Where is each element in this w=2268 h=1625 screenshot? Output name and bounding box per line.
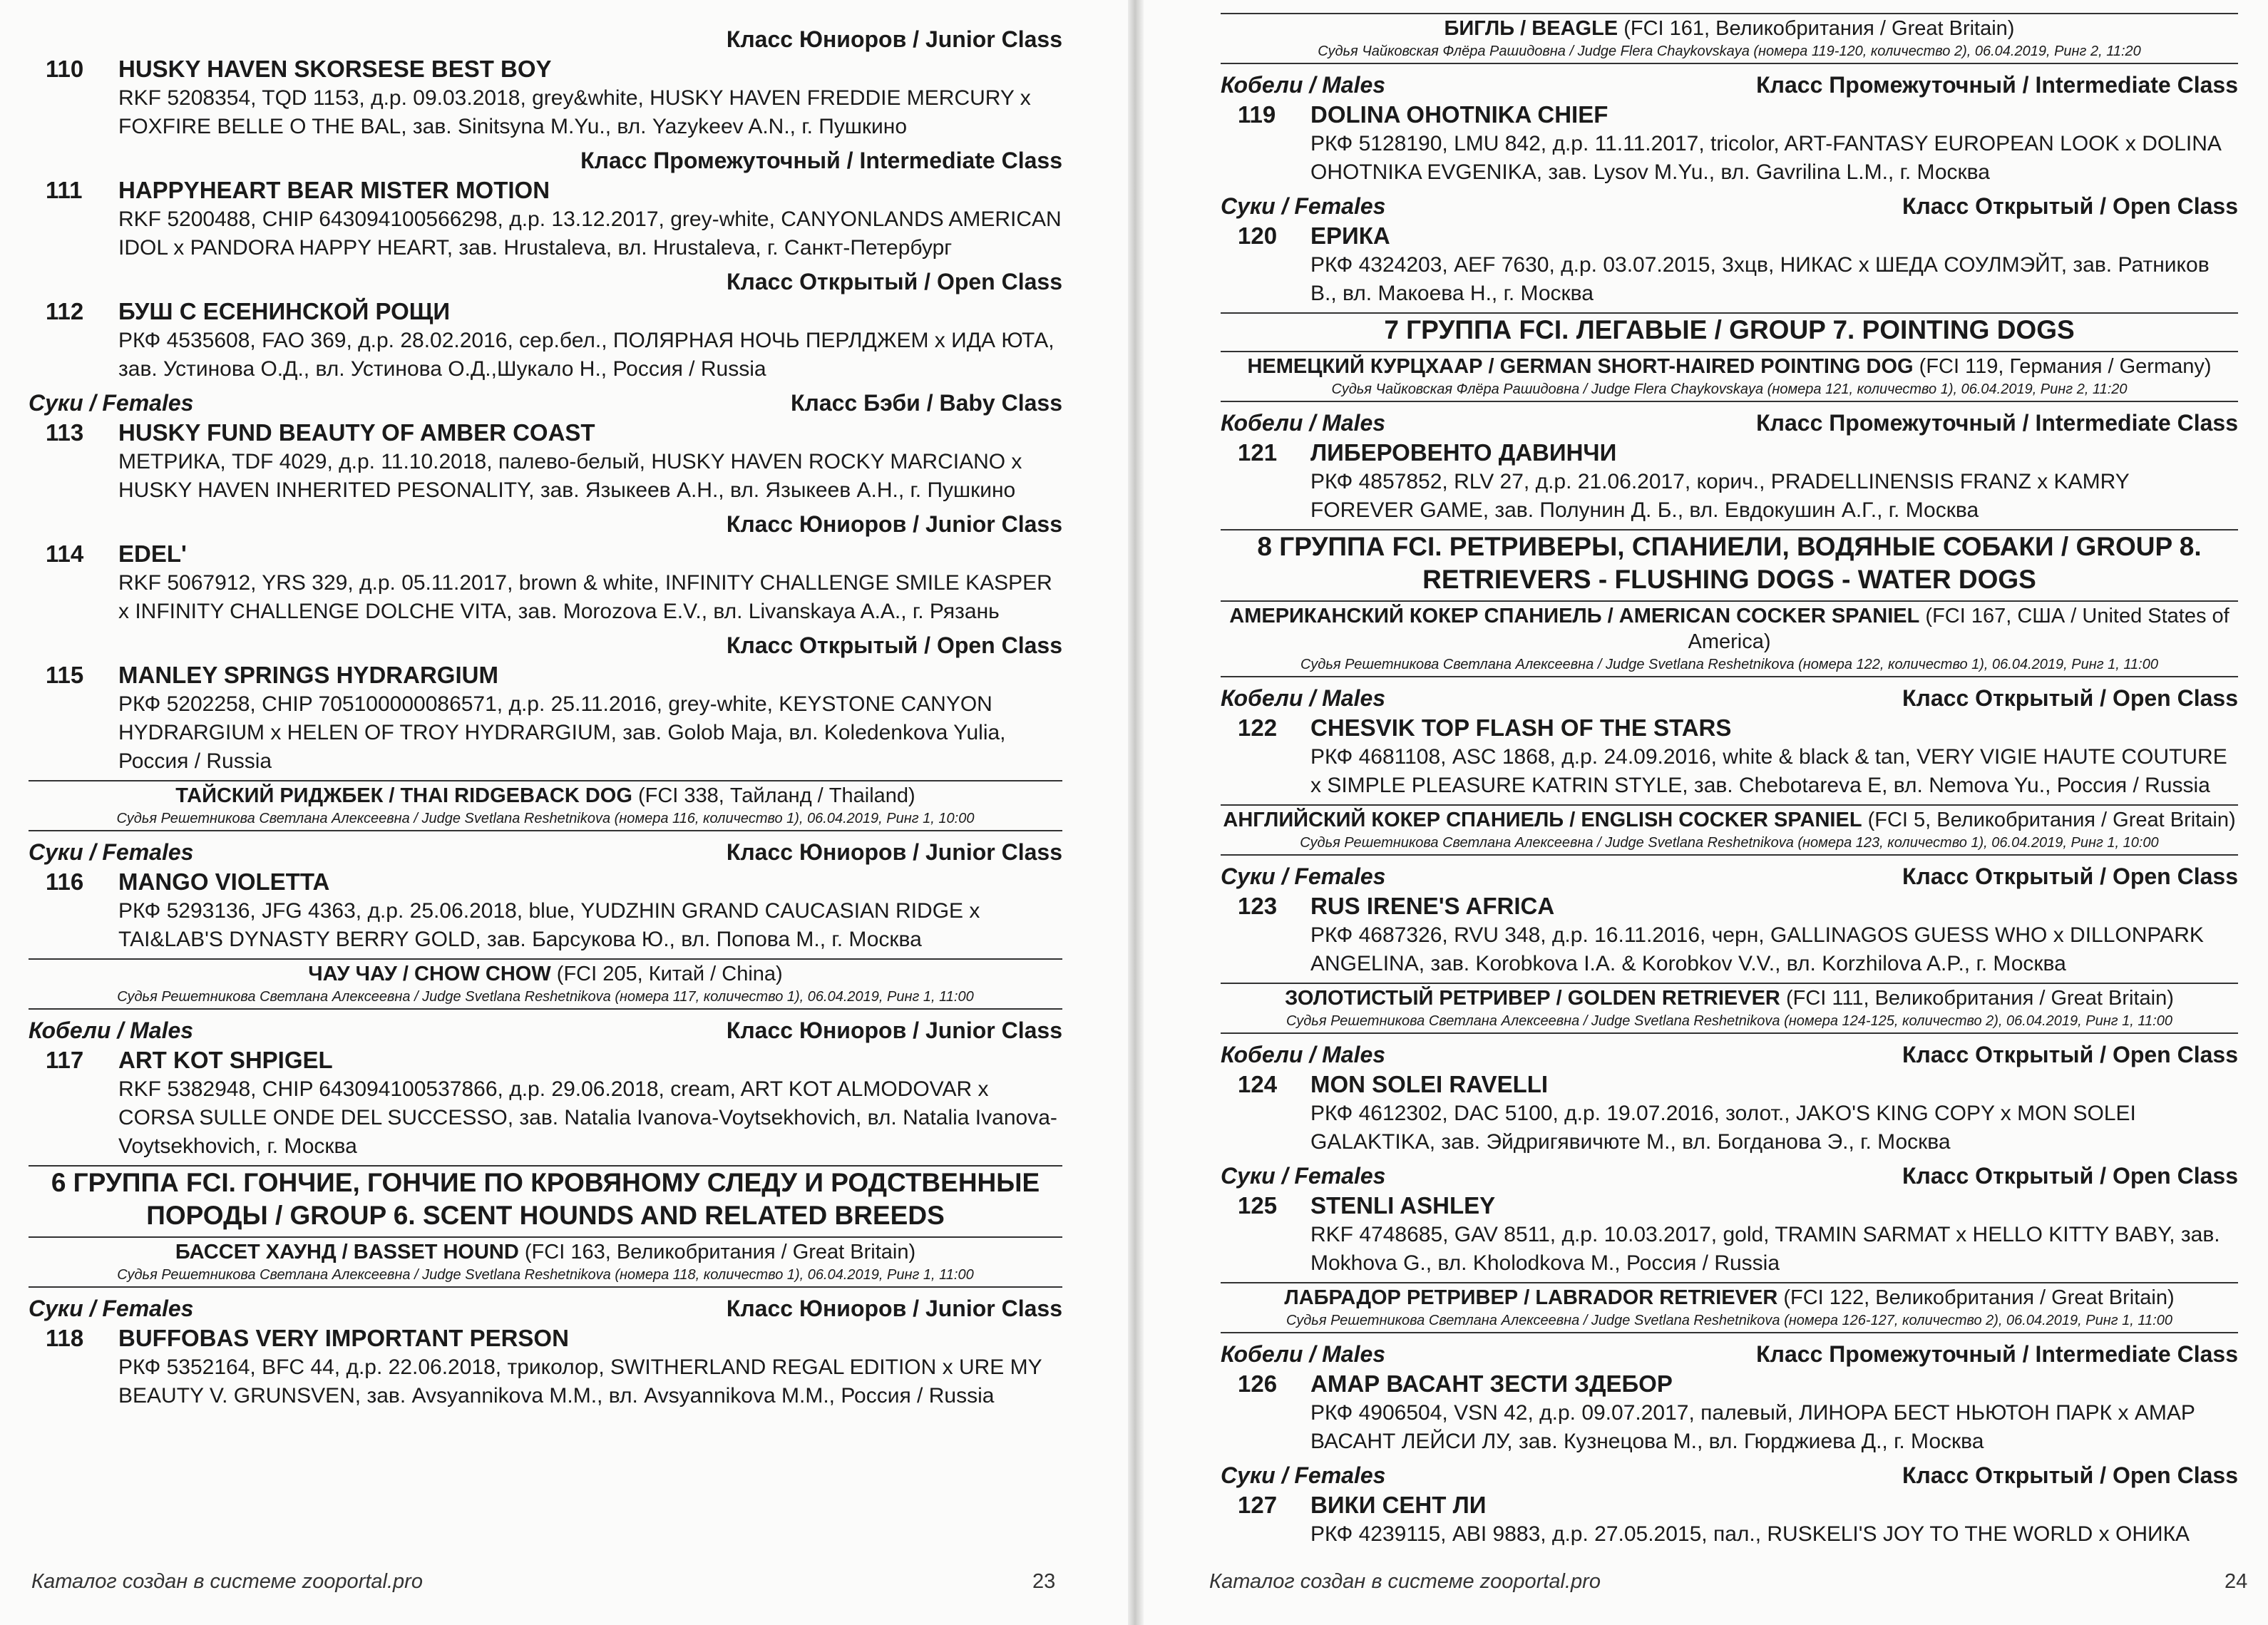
breed-section [1221, 351, 2238, 402]
breed-heading [1221, 600, 2238, 655]
class-header-row [29, 143, 1062, 174]
dog-details: РКФ 4535608, FAO 369, д.р. 28.02.2016, сер.бел., ПОЛЯРНАЯ НОЧЬ ПЕРЛДЖЕМ x ИДА ЮТА, зав. Устинова О.Д., вл. Устинова О.Д.,Шукало Н., Россия / Russia [118, 329, 1055, 381]
class-header-row [1221, 680, 2238, 712]
sex-label: Суки / Females [29, 839, 194, 865]
class-label: Класс Открытый / Open Class [1902, 685, 2238, 711]
judge-line: Судья Решетникова Светлана Алексеевна / Judge Svetlana Reshetnikova (номера 124-125, количество 2), 06.04.2019, Ринг 1, 11:00 [1221, 1011, 2238, 1034]
class-header-row [1221, 67, 2238, 98]
entry-number: 116 [46, 868, 84, 895]
entry-number: 123 [1238, 893, 1278, 919]
class-label: Класс Промежуточный / Intermediate Class [1756, 410, 2238, 436]
judge-line: Судья Решетникова Светлана Алексеевна / Judge Svetlana Reshetnikova (номера 118, количество 1), 06.04.2019, Ринг 1, 11:00 [29, 1265, 1062, 1288]
judge-line: Судья Решетникова Светлана Алексеевна / Judge Svetlana Reshetnikova (номера 123, количество 1), 06.04.2019, Ринг 1, 10:00 [1221, 833, 2238, 856]
catalog-entry [1221, 1070, 2238, 1157]
page-number: 24 [2225, 1570, 2248, 1593]
catalog-entry [1221, 1490, 2238, 1549]
sex-label: Кобели / Males [1221, 72, 1386, 98]
breed-name: АМЕРИКАНСКИЙ КОКЕР СПАНИЕЛЬ / AMERICAN COCKER SPANIEL [1229, 605, 1920, 627]
class-label: Класс Промежуточный / Intermediate Class [580, 148, 1062, 173]
sex-label: Суки / Females [1221, 863, 1386, 889]
entry-number: 121 [1238, 439, 1278, 466]
dog-details: РКФ 4681108, ASC 1868, д.р. 24.09.2016, white & black & tan, VERY VIGIE HAUTE COUTURE x SIMPLE PLEASURE KATRIN STYLE, зав. Chebotareva E, вл. Nemova Yu., Россия / Russia [1310, 745, 2227, 797]
class-header-row [29, 1013, 1062, 1044]
breed-heading [1221, 983, 2238, 1011]
catalog-entry [29, 660, 1062, 776]
breed-section [29, 1236, 1062, 1288]
entry-body [1310, 1490, 2238, 1549]
entry-number: 126 [1238, 1370, 1278, 1397]
entry-number: 122 [1238, 714, 1278, 741]
book-gutter [1128, 0, 1144, 1625]
entry-body [118, 660, 1062, 776]
class-header-row [29, 264, 1062, 295]
dog-name: HUSKY FUND BEAUTY OF AMBER COAST [118, 419, 595, 446]
breed-origin: (FCI 111, Великобритания / Great Britain) [1780, 987, 2174, 1010]
sex-label: Кобели / Males [29, 1017, 194, 1043]
dog-details: РКФ 4612302, DAC 5100, д.р. 19.07.2016, золот., JAKO'S KING COPY x MON SOLEI GALAKTIKA, зав. Эйдригявичюте М., вл. Богданова Э., г. Москва [1310, 1102, 2136, 1154]
breed-origin: (FCI 167, США / United States of America) [1688, 605, 2229, 653]
breed-origin: (FCI 338, Тайланд / Thailand) [632, 784, 915, 807]
dog-name: HAPPYHEART BEAR MISTER MOTION [118, 177, 550, 203]
breed-section [1221, 13, 2238, 64]
class-header-row [29, 627, 1062, 659]
breed-section [1221, 983, 2238, 1034]
sex-label: Суки / Females [1221, 1163, 1386, 1189]
catalog-entry [1221, 221, 2238, 308]
entry-body [118, 418, 1062, 505]
breed-heading [29, 958, 1062, 987]
class-header-row [1221, 1037, 2238, 1068]
catalog-entry [29, 54, 1062, 141]
class-label: Класс Открытый / Open Class [1902, 863, 2238, 889]
dog-details: РКФ 5128190, LMU 842, д.р. 11.11.2017, tricolor, ART-FANTASY EUROPEAN LOOK x DOLINA OHOTNIKA EVGENIKA, зав. Lysov M.Yu., вл. Gavrilina L.M., г. Москва [1310, 132, 2221, 184]
breed-name: ЧАУ ЧАУ / CHOW CHOW [308, 963, 551, 985]
breed-section [1221, 1282, 2238, 1333]
sex-label: Кобели / Males [1221, 410, 1386, 436]
dog-name: RUS IRENE'S AFRICA [1310, 893, 1555, 919]
catalog-entry [29, 1045, 1062, 1161]
catalog-entry [29, 867, 1062, 954]
catalog-entry [29, 1323, 1062, 1410]
class-header-row [29, 385, 1062, 416]
footer-text: Каталог создан в системе zooportal.pro [1209, 1570, 1601, 1593]
breed-section [29, 958, 1062, 1010]
breed-name: АНГЛИЙСКИЙ КОКЕР СПАНИЕЛЬ / ENGLISH COCKER SPANIEL [1223, 809, 1862, 831]
breed-section [1221, 804, 2238, 856]
right-page-content [1221, 13, 2238, 1549]
dog-name: EDEL' [118, 540, 187, 567]
catalog-entry [1221, 100, 2238, 187]
dog-details: RKF 5200488, CHIP 643094100566298, д.р. 13.12.2017, grey-white, CANYONLANDS AMERICAN IDOL x PANDORA HAPPY HEART, зав. Hrustaleva, вл. Hrustaleva, г. Санкт-Петербург [118, 207, 1062, 260]
breed-heading [1221, 1282, 2238, 1311]
fci-group-heading: 8 ГРУППА FCI. РЕТРИВЕРЫ, СПАНИЕЛИ, ВОДЯНЫЕ СОБАКИ / GROUP 8. RETRIEVERS - FLUSHING DOGS - WATER DOGS [1221, 529, 2238, 596]
dog-name: HUSKY HAVEN SKORSESE BEST BOY [118, 56, 552, 82]
breed-origin: (FCI 205, Китай / China) [550, 963, 783, 985]
class-label: Класс Открытый / Open Class [727, 269, 1062, 294]
footer-text: Каталог создан в системе zooportal.pro [31, 1570, 423, 1593]
entry-body [118, 54, 1062, 141]
dog-details: РКФ 4906504, VSN 42, д.р. 09.07.2017, палевый, ЛИНОРА БЕСТ НЬЮТОН ПАРК x АМАР ВАСАНТ ЛЕЙСИ ЛУ, зав. Кузнецова М., вл. Гюрджиева Д., г. Москва [1310, 1401, 2195, 1453]
breed-section [1221, 600, 2238, 677]
breed-name: ЛАБРАДОР РЕТРИВЕР / LABRADOR RETRIEVER [1284, 1286, 1778, 1309]
sex-label: Кобели / Males [1221, 685, 1386, 711]
catalog-entry [29, 297, 1062, 384]
entry-body [118, 175, 1062, 262]
dog-details: РКФ 5202258, CHIP 705100000086571, д.р. 25.11.2016, grey-white, KEYSTONE CANYON HYDRARGIUM x HELEN OF TROY HYDRARGIUM, зав. Golob Maja, вл. Koledenkova Yulia, Россия / Russia [118, 692, 1006, 773]
class-header-row [29, 21, 1062, 53]
judge-line: Судья Решетникова Светлана Алексеевна / Judge Svetlana Reshetnikova (номера 116, количество 1), 06.04.2019, Ринг 1, 10:00 [29, 809, 1062, 831]
dog-name: ЛИБЕРОВЕНТО ДАВИНЧИ [1310, 439, 1617, 466]
left-page-content [29, 21, 1062, 1410]
entry-number: 114 [46, 540, 84, 567]
entry-number: 117 [46, 1047, 84, 1073]
breed-origin: (FCI 161, Великобритания / Great Britain) [1618, 17, 2015, 40]
dog-name: DOLINA OHOTNIKA CHIEF [1310, 101, 1608, 128]
sex-label: Кобели / Males [1221, 1042, 1386, 1067]
class-label: Класс Открытый / Open Class [1902, 1462, 2238, 1488]
class-label: Класс Открытый / Open Class [1902, 1042, 2238, 1067]
judge-line: Судья Решетникова Светлана Алексеевна / Judge Svetlana Reshetnikova (номера 122, количество 1), 06.04.2019, Ринг 1, 11:00 [1221, 655, 2238, 677]
class-header-row [1221, 1158, 2238, 1189]
dog-name: ВИКИ СЕНТ ЛИ [1310, 1492, 1487, 1518]
breed-heading [29, 1236, 1062, 1265]
judge-line: Судья Чайковская Флёра Рашидовна / Judge Flera Chaykovskaya (номера 119-120, количество 2), 06.04.2019, Ринг 2, 11:20 [1221, 41, 2238, 64]
class-label: Класс Промежуточный / Intermediate Class [1756, 72, 2238, 98]
class-header-row [29, 834, 1062, 866]
dog-name: MANLEY SPRINGS HYDRARGIUM [118, 662, 498, 688]
class-label: Класс Бэби / Baby Class [790, 390, 1062, 416]
breed-name: ЗОЛОТИСТЫЙ РЕТРИВЕР / GOLDEN RETRIEVER [1285, 987, 1780, 1010]
breed-section [29, 780, 1062, 831]
dog-name: CHESVIK TOP FLASH OF THE STARS [1310, 714, 1732, 741]
class-label: Класс Открытый / Open Class [727, 632, 1062, 658]
class-label: Класс Юниоров / Junior Class [726, 839, 1062, 865]
page-number: 23 [1032, 1570, 1056, 1593]
entry-body [118, 297, 1062, 384]
class-header-row [1221, 1336, 2238, 1368]
class-label: Класс Юниоров / Junior Class [726, 511, 1062, 537]
catalog-entry [1221, 1191, 2238, 1278]
catalog-entry [1221, 713, 2238, 800]
breed-name: БИГЛЬ / BEAGLE [1444, 17, 1618, 40]
class-header-row [1221, 405, 2238, 436]
dog-name: ЕРИКА [1310, 222, 1390, 249]
entry-body [1310, 891, 2238, 978]
dog-details: RKF 4748685, GAV 8511, д.р. 10.03.2017, gold, TRAMIN SARMAT x HELLO KITTY BABY, зав. Mokhova G., вл. Kholodkova M., Россия / Russia [1310, 1223, 2220, 1275]
dog-name: STENLI ASHLEY [1310, 1192, 1496, 1219]
entry-number: 111 [46, 177, 83, 203]
catalog-entry [1221, 891, 2238, 978]
dog-name: MANGO VIOLETTA [118, 868, 330, 895]
entry-body [1310, 1369, 2238, 1456]
sex-label: Суки / Females [1221, 193, 1386, 219]
breed-name: ТАЙСКИЙ РИДЖБЕК / THAI RIDGEBACK DOG [175, 784, 632, 807]
judge-line: Судья Решетникова Светлана Алексеевна / Judge Svetlana Reshetnikova (номера 117, количество 1), 06.04.2019, Ринг 1, 11:00 [29, 987, 1062, 1010]
right-page [1144, 0, 2268, 1625]
sex-label: Суки / Females [29, 1296, 194, 1321]
breed-name: НЕМЕЦКИЙ КУРЦХААР / GERMAN SHORT-HAIRED POINTING DOG [1247, 355, 1914, 378]
breed-origin: (FCI 163, Великобритания / Great Britain) [518, 1241, 916, 1263]
class-label: Класс Юниоров / Junior Class [726, 1017, 1062, 1043]
breed-heading [29, 780, 1062, 809]
dog-details: RKF 5208354, TQD 1153, д.р. 09.03.2018, grey&white, HUSKY HAVEN FREDDIE MERCURY x FOXFIRE BELLE O THE BAL, зав. Sinitsyna M.Yu., вл. Yazykeev A.N., г. Пушкино [118, 86, 1031, 138]
catalog-entry [29, 418, 1062, 505]
class-label: Класс Юниоров / Junior Class [726, 1296, 1062, 1321]
entry-body [118, 1045, 1062, 1161]
breed-name: БАССЕТ ХАУНД / BASSET HOUND [175, 1241, 519, 1263]
judge-line: Судья Решетникова Светлана Алексеевна / Judge Svetlana Reshetnikova (номера 126-127, количество 2), 06.04.2019, Ринг 1, 11:00 [1221, 1311, 2238, 1333]
dog-details: RKF 5382948, CHIP 643094100537866, д.р. 29.06.2018, cream, ART KOT ALMODOVAR x CORSA SULLE ONDE DEL SUCCESSO, зав. Natalia Ivanova-Voytsekhovich, вл. Natalia Ivanova-Voytsekhovich, г. Москва [118, 1077, 1057, 1158]
dog-details: РКФ 4687326, RVU 348, д.р. 16.11.2016, черн, GALLINAGOS GUESS WHO x DILLONPARK ANGELINA, зав. Korobkova I.A. & Korobkov V.V., вл. Korzhilova A.P., г. Москва [1310, 923, 2204, 975]
class-header-row [1221, 188, 2238, 220]
class-header-row [29, 1291, 1062, 1322]
dog-details: RKF 5067912, YRS 329, д.р. 05.11.2017, brown & white, INFINITY CHALLENGE SMILE KASPER x INFINITY CHALLENGE DOLCHE VITA, зав. Morozova E.V., вл. Livanskaya A.A., г. Рязань [118, 571, 1052, 623]
entry-body [118, 867, 1062, 954]
dog-details: РКФ 4239115, ABI 9883, д.р. 27.05.2015, пал., RUSKELI'S JOY TO THE WORLD x ОНИКА [1310, 1522, 2190, 1546]
class-label: Класс Открытый / Open Class [1902, 193, 2238, 219]
catalog-entry [1221, 438, 2238, 525]
fci-group-heading: 7 ГРУППА FCI. ЛЕГАВЫЕ / GROUP 7. POINTING DOGS [1221, 312, 2238, 347]
entry-body [1310, 221, 2238, 308]
judge-line: Судья Чайковская Флёра Рашидовна / Judge Flera Chaykovskaya (номера 121, количество 1), 06.04.2019, Ринг 2, 11:20 [1221, 379, 2238, 402]
breed-heading [1221, 351, 2238, 379]
entry-body [1310, 438, 2238, 525]
entry-body [118, 1323, 1062, 1410]
breed-origin: (FCI 5, Великобритания / Great Britain) [1862, 809, 2236, 831]
catalog-entry [1221, 1369, 2238, 1456]
entry-body [1310, 100, 2238, 187]
catalog-entry [29, 539, 1062, 626]
dog-details: МЕТРИКА, TDF 4029, д.р. 11.10.2018, палево-белый, HUSKY HAVEN ROCKY MARCIANO x HUSKY HAVEN INHERITED PESONALITY, зав. Языкеев А.Н., вл. Языкеев А.Н., г. Пушкино [118, 450, 1022, 502]
entry-number: 120 [1238, 222, 1278, 249]
catalog-entry [29, 175, 1062, 262]
dog-name: ART KOT SHPIGEL [118, 1047, 333, 1073]
sex-label: Суки / Females [29, 390, 194, 416]
entry-number: 118 [46, 1325, 84, 1351]
entry-body [1310, 1191, 2238, 1278]
fci-group-heading: 6 ГРУППА FCI. ГОНЧИЕ, ГОНЧИЕ ПО КРОВЯНОМУ СЛЕДУ И РОДСТВЕННЫЕ ПОРОДЫ / GROUP 6. SCENT HOUNDS AND RELATED BREEDS [29, 1165, 1062, 1232]
class-header-row [1221, 1457, 2238, 1489]
entry-number: 119 [1238, 101, 1276, 128]
left-page [0, 0, 1128, 1625]
entry-number: 125 [1238, 1192, 1278, 1219]
entry-number: 115 [46, 662, 84, 688]
sex-label: Суки / Females [1221, 1462, 1386, 1488]
dog-details: РКФ 5352164, BFC 44, д.р. 22.06.2018, триколор, SWITHERLAND REGAL EDITION x URE MY BEAUTY V. GRUNSVEN, зав. Avsyannikova M.M., вл. Avsyannikova M.M., Россия / Russia [118, 1355, 1042, 1408]
breed-origin: (FCI 122, Великобритания / Great Britain) [1777, 1286, 2175, 1309]
dog-name: АМАР ВАСАНТ ЗЕСТИ ЗДЕБОР [1310, 1370, 1673, 1397]
entry-number: 110 [46, 56, 84, 82]
entry-body [118, 539, 1062, 626]
dog-name: BUFFOBAS VERY IMPORTANT PERSON [118, 1325, 569, 1351]
entry-number: 112 [46, 298, 84, 324]
dog-details: РКФ 4324203, AEF 7630, д.р. 03.07.2015, 3хцв, НИКАС x ШЕДА СОУЛМЭЙТ, зав. Ратников В., вл. Макоева Н., г. Москва [1310, 253, 2210, 305]
sex-label: Кобели / Males [1221, 1341, 1386, 1367]
dog-details: РКФ 4857852, RLV 27, д.р. 21.06.2017, корич., PRADELLINENSIS FRANZ x KAMRY FOREVER GAME, зав. Полунин Д. Б., вл. Евдокушин А.Г., г. Москва [1310, 470, 2130, 522]
dog-name: MON SOLEI RAVELLI [1310, 1071, 1549, 1097]
entry-number: 127 [1238, 1492, 1278, 1518]
class-header-row [1221, 858, 2238, 890]
breed-heading [1221, 804, 2238, 833]
class-label: Класс Открытый / Open Class [1902, 1163, 2238, 1189]
dog-name: БУШ С ЕСЕНИНСКОЙ РОЩИ [118, 298, 451, 324]
entry-body [1310, 1070, 2238, 1157]
class-header-row [29, 506, 1062, 538]
entry-body [1310, 713, 2238, 800]
dog-details: РКФ 5293136, JFG 4363, д.р. 25.06.2018, blue, YUDZHIN GRAND CAUCASIAN RIDGE x TAI&LAB'S DYNASTY BERRY GOLD, зав. Барсукова Ю., вл. Попова М., г. Москва [118, 899, 980, 951]
entry-number: 124 [1238, 1071, 1278, 1097]
breed-origin: (FCI 119, Германия / Germany) [1913, 355, 2212, 378]
class-label: Класс Юниоров / Junior Class [726, 26, 1062, 52]
class-label: Класс Промежуточный / Intermediate Class [1756, 1341, 2238, 1367]
entry-number: 113 [46, 419, 84, 446]
breed-heading [1221, 13, 2238, 41]
